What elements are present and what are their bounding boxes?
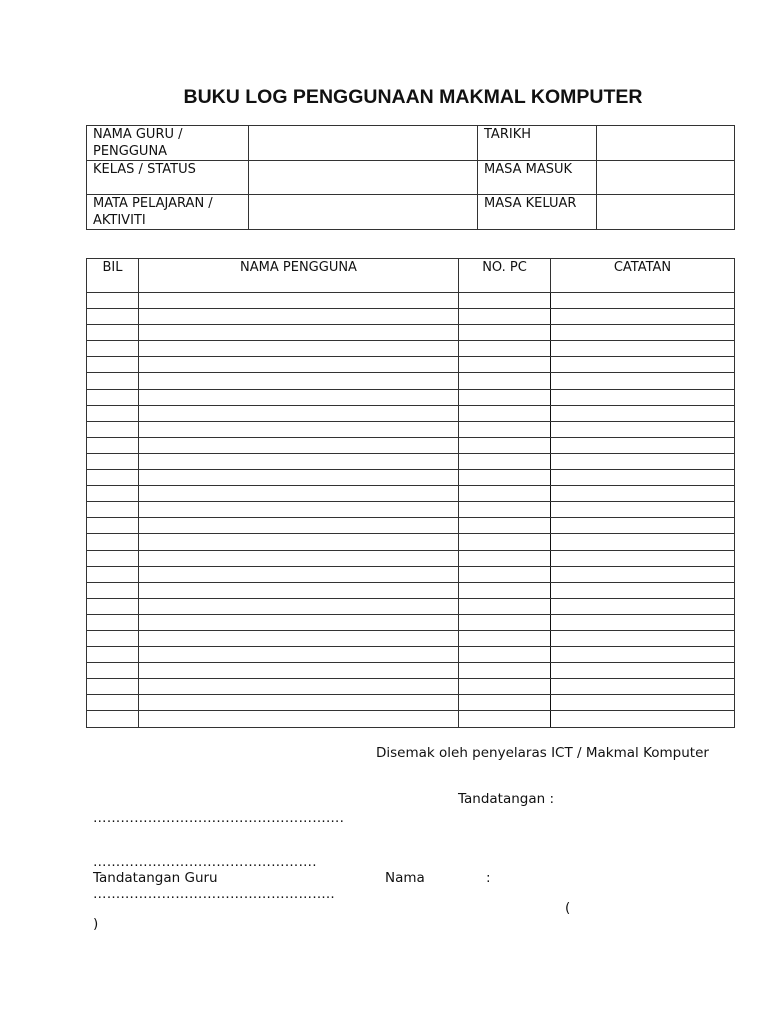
cell-nama-pengguna[interactable] [139,614,459,630]
header-no-pc: NO. PC [459,259,551,293]
cell-catatan[interactable] [551,598,735,614]
cell-nama-pengguna[interactable] [139,647,459,663]
cell-nama-pengguna[interactable] [139,598,459,614]
cell-no-pc[interactable] [459,647,551,663]
cell-nama-pengguna[interactable] [139,502,459,518]
table-row [87,453,735,469]
cell-nama-pengguna[interactable] [139,630,459,646]
cell-no-pc[interactable] [459,695,551,711]
info-value-nama-guru[interactable] [249,126,478,161]
cell-nama-pengguna[interactable] [139,437,459,453]
cell-catatan[interactable] [551,486,735,502]
table-row [87,647,735,663]
cell-catatan[interactable] [551,373,735,389]
cell-nama-pengguna[interactable] [139,470,459,486]
cell-nama-pengguna[interactable] [139,341,459,357]
table-row [87,373,735,389]
cell-bil[interactable] [87,421,139,437]
table-row [87,614,735,630]
cell-nama-pengguna[interactable] [139,421,459,437]
teacher-signature-label: Tandatangan Guru [93,870,218,886]
info-value-mata-pelajaran[interactable] [249,195,478,230]
cell-catatan[interactable] [551,293,735,309]
cell-nama-pengguna[interactable] [139,325,459,341]
info-value-masa-masuk[interactable] [597,161,735,195]
info-label-kelas: KELAS / STATUS [87,161,249,195]
cell-bil[interactable] [87,405,139,421]
cell-no-pc[interactable] [459,502,551,518]
cell-catatan[interactable] [551,437,735,453]
cell-bil[interactable] [87,486,139,502]
cell-nama-pengguna[interactable] [139,663,459,679]
cell-bil[interactable] [87,518,139,534]
cell-bil[interactable] [87,470,139,486]
log-table [86,258,735,728]
cell-bil[interactable] [87,614,139,630]
cell-bil[interactable] [87,695,139,711]
cell-bil[interactable] [87,711,139,727]
table-row [87,437,735,453]
cell-bil[interactable] [87,534,139,550]
open-parenthesis: ( [565,900,571,916]
table-row [87,679,735,695]
cell-catatan[interactable] [551,325,735,341]
cell-catatan[interactable] [551,534,735,550]
cell-nama-pengguna[interactable] [139,293,459,309]
table-row [87,598,735,614]
info-label-masa-keluar: MASA KELUAR [478,195,597,230]
info-label-masa-masuk: MASA MASUK [478,161,597,195]
table-row [87,486,735,502]
signature-dots-line: ………………………………………………. [93,810,345,826]
cell-catatan[interactable] [551,518,735,534]
close-parenthesis: ) [93,916,99,932]
cell-catatan[interactable] [551,663,735,679]
checked-by-text: Disemak oleh penyelaras ICT / Makmal Komputer [376,745,709,761]
cell-bil[interactable] [87,663,139,679]
table-row [87,325,735,341]
cell-catatan[interactable] [551,309,735,325]
info-label-mata-pelajaran: MATA PELAJARAN / AKTIVITI [87,195,249,230]
cell-no-pc[interactable] [459,486,551,502]
table-row [87,293,735,309]
header-catatan: CATATAN [551,259,735,293]
log-header-row [87,259,735,293]
cell-catatan[interactable] [551,470,735,486]
cell-nama-pengguna[interactable] [139,534,459,550]
cell-catatan[interactable] [551,389,735,405]
cell-catatan[interactable] [551,421,735,437]
cell-catatan[interactable] [551,582,735,598]
cell-bil[interactable] [87,341,139,357]
cell-bil[interactable] [87,437,139,453]
cell-no-pc[interactable] [459,663,551,679]
cell-catatan[interactable] [551,550,735,566]
cell-nama-pengguna[interactable] [139,518,459,534]
table-row [87,470,735,486]
cell-no-pc[interactable] [459,357,551,373]
table-row [87,711,735,727]
cell-bil[interactable] [87,502,139,518]
cell-no-pc[interactable] [459,470,551,486]
cell-catatan[interactable] [551,647,735,663]
table-row [87,309,735,325]
cell-nama-pengguna[interactable] [139,550,459,566]
table-row [87,695,735,711]
table-row [87,534,735,550]
info-value-kelas[interactable] [249,161,478,195]
cell-no-pc[interactable] [459,453,551,469]
cell-nama-pengguna[interactable] [139,309,459,325]
cell-nama-pengguna[interactable] [139,373,459,389]
cell-catatan[interactable] [551,711,735,727]
page-title: BUKU LOG PENGGUNAAN MAKMAL KOMPUTER [183,86,643,108]
cell-nama-pengguna[interactable] [139,453,459,469]
cell-catatan[interactable] [551,679,735,695]
cell-bil[interactable] [87,598,139,614]
cell-nama-pengguna[interactable] [139,711,459,727]
table-row [87,405,735,421]
table-row [87,389,735,405]
cell-no-pc[interactable] [459,437,551,453]
table-row [87,630,735,646]
header-nama-pengguna: NAMA PENGGUNA [139,259,459,293]
info-row [87,161,735,195]
cell-no-pc[interactable] [459,534,551,550]
info-label-nama-guru: NAMA GURU / PENGGUNA [87,126,249,161]
info-value-tarikh[interactable] [597,126,735,161]
info-value-masa-keluar[interactable] [597,195,735,230]
table-row [87,566,735,582]
cell-catatan[interactable] [551,502,735,518]
table-row [87,341,735,357]
cell-no-pc[interactable] [459,518,551,534]
cell-nama-pengguna[interactable] [139,405,459,421]
table-row [87,550,735,566]
table-row [87,502,735,518]
cell-nama-pengguna[interactable] [139,389,459,405]
cell-catatan[interactable] [551,614,735,630]
cell-no-pc[interactable] [459,679,551,695]
teacher-signature-dots-line: …………………………………………. [93,854,317,870]
cell-bil[interactable] [87,309,139,325]
cell-nama-pengguna[interactable] [139,566,459,582]
info-row [87,195,735,230]
cell-bil[interactable] [87,566,139,582]
info-row [87,126,735,161]
cell-bil[interactable] [87,373,139,389]
name-label: Nama [385,870,425,886]
cell-no-pc[interactable] [459,566,551,582]
name-colon: : [486,870,491,886]
cell-no-pc[interactable] [459,405,551,421]
cell-bil[interactable] [87,293,139,309]
cell-no-pc[interactable] [459,325,551,341]
cell-no-pc[interactable] [459,421,551,437]
table-row [87,518,735,534]
cell-nama-pengguna[interactable] [139,357,459,373]
cell-bil[interactable] [87,582,139,598]
cell-nama-pengguna[interactable] [139,679,459,695]
info-table [86,125,735,230]
cell-bil[interactable] [87,647,139,663]
cell-no-pc[interactable] [459,341,551,357]
cell-catatan[interactable] [551,405,735,421]
cell-no-pc[interactable] [459,373,551,389]
cell-catatan[interactable] [551,341,735,357]
cell-catatan[interactable] [551,695,735,711]
cell-catatan[interactable] [551,566,735,582]
cell-catatan[interactable] [551,453,735,469]
cell-no-pc[interactable] [459,630,551,646]
cell-bil[interactable] [87,389,139,405]
cell-no-pc[interactable] [459,550,551,566]
table-row [87,582,735,598]
cell-no-pc[interactable] [459,389,551,405]
signature-label: Tandatangan : [458,791,555,807]
cell-catatan[interactable] [551,630,735,646]
cell-no-pc[interactable] [459,711,551,727]
cell-catatan[interactable] [551,357,735,373]
cell-no-pc[interactable] [459,598,551,614]
info-label-tarikh: TARIKH [478,126,597,161]
name-dots-line: …………………………………………….. [93,886,335,902]
cell-no-pc[interactable] [459,293,551,309]
cell-nama-pengguna[interactable] [139,582,459,598]
cell-bil[interactable] [87,630,139,646]
cell-bil[interactable] [87,550,139,566]
cell-nama-pengguna[interactable] [139,695,459,711]
cell-bil[interactable] [87,325,139,341]
table-row [87,663,735,679]
cell-bil[interactable] [87,453,139,469]
cell-no-pc[interactable] [459,614,551,630]
cell-no-pc[interactable] [459,309,551,325]
table-row [87,421,735,437]
cell-no-pc[interactable] [459,582,551,598]
table-row [87,357,735,373]
cell-nama-pengguna[interactable] [139,486,459,502]
header-bil: BIL [87,259,139,293]
cell-bil[interactable] [87,357,139,373]
cell-bil[interactable] [87,679,139,695]
